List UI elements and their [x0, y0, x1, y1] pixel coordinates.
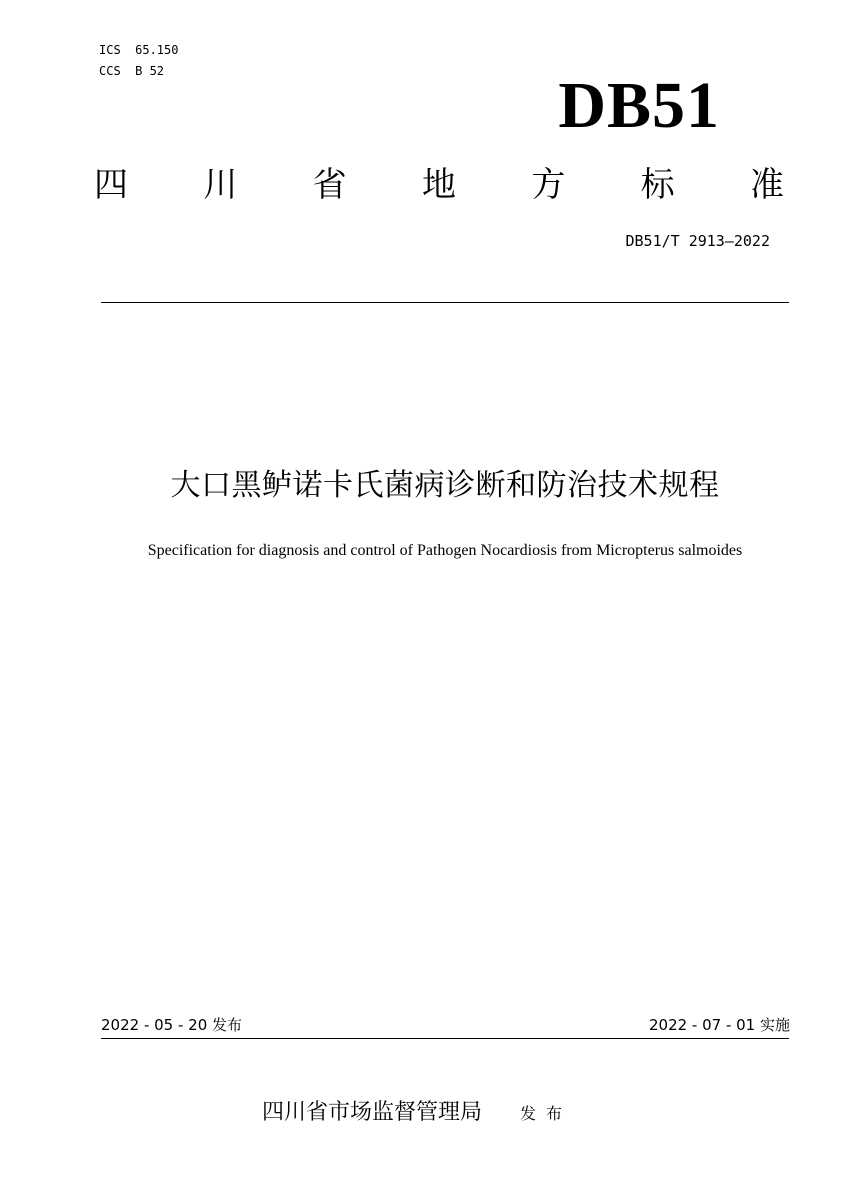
issuer-action: 发布	[520, 1104, 573, 1123]
classification-codes	[99, 40, 178, 82]
ccs-code: CCS B 52	[99, 64, 165, 78]
standard-type-char: 四	[94, 165, 128, 205]
issuer-line	[262, 1096, 572, 1131]
footer-divider	[101, 1038, 789, 1039]
standard-number: DB51/T 2913—2022	[625, 232, 770, 250]
publish-date: 2022 - 05 - 20 发布	[101, 1016, 243, 1034]
standard-type-char: 方	[531, 165, 566, 205]
ics-code: ICS 65.150	[99, 43, 179, 57]
document-subtitle-english: Specification for diagnosis and control of Pathogen Nocardiosis from Micropterus salmoides	[147, 542, 743, 559]
standard-type-char: 地	[421, 165, 456, 205]
document-title: 大口黑鲈诺卡氏菌病诊断和防治技术规程	[170, 468, 720, 503]
standard-type-title	[94, 160, 784, 210]
issuer-name: 四川省市场监督管理局	[262, 1100, 483, 1125]
implement-date: 2022 - 07 - 01 实施	[648, 1016, 790, 1034]
standard-type-char: 川	[203, 165, 238, 205]
standard-type-char: 省	[312, 165, 347, 205]
standard-type-char: 标	[640, 165, 675, 205]
standard-type-char: 准	[749, 165, 784, 205]
db-logo: DB51	[558, 69, 720, 142]
header-divider	[101, 302, 789, 303]
